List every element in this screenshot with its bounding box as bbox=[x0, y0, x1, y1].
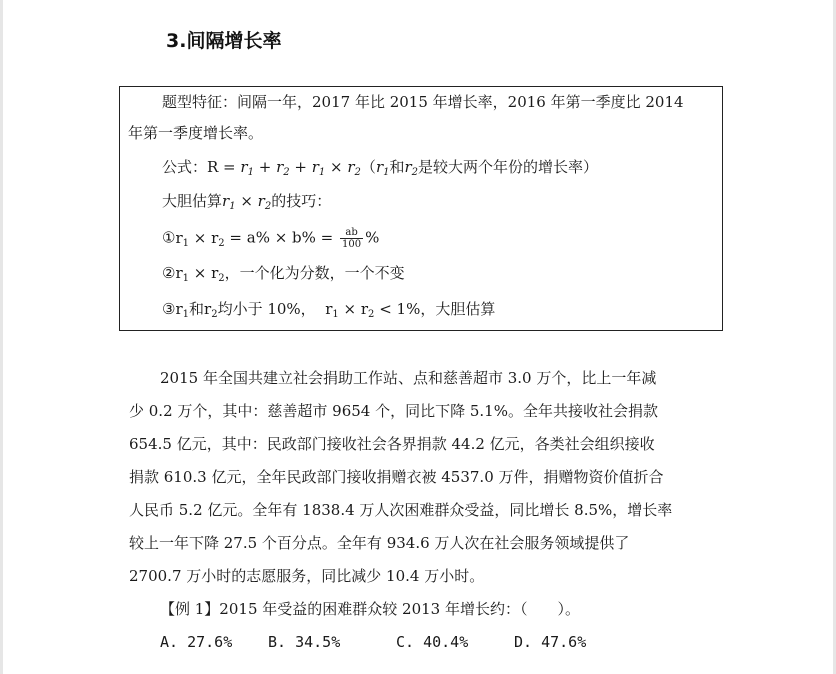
formula-note-and: 和 bbox=[389, 158, 405, 176]
circle-3: ③ bbox=[162, 300, 176, 318]
page-edge-left bbox=[0, 0, 3, 674]
circle-1: ① bbox=[162, 228, 176, 247]
example-question: 【例 1】2015 年受益的困难群众较 2013 年增长约：（ ）。 bbox=[160, 600, 580, 618]
paragraph-line-1: 2015 年全国共建立社会捐助工作站、点和慈善超市 3.0 万个，比上一年减 bbox=[160, 369, 657, 387]
feature-line-2: 年第一季度增长率。 bbox=[128, 124, 264, 142]
paragraph-line-6: 较上一年下降 27.5 个百分点。全年有 934.6 万人次在社会服务领域提供了 bbox=[129, 534, 630, 552]
paragraph-line-7: 2700.7 万小时的志愿服务，同比减少 10.4 万小时。 bbox=[129, 567, 485, 585]
trick-line: 大胆估算$r_1 \times r_2$的技巧： bbox=[162, 192, 332, 212]
option-a[interactable]: A. 27.6% bbox=[160, 633, 233, 651]
trick-label-a: 大胆估算 bbox=[162, 192, 223, 210]
tip2-text: ，一个化为分数，一个不变 bbox=[224, 264, 405, 282]
formula-box bbox=[119, 86, 723, 331]
trick-label-b: 的技巧： bbox=[271, 192, 332, 210]
formula-line: 公式：$R = r_1 + r_2 + r_1 \times r_2(r_1$和$r_2$是较大两个年份的增长率） bbox=[162, 158, 599, 178]
formula-note-tail: 是较大两个年份的增长率） bbox=[418, 158, 599, 176]
tip3-text: 均小于 10%， bbox=[217, 300, 316, 318]
tip3-lt: < 1%，大胆估算 bbox=[374, 300, 496, 318]
tip-1: $①r_1 \times r_2 = a\% \times b\%$ = $\frac{ab}{100}$ % bbox=[162, 227, 380, 250]
tip-3: $③r_1$和$r_2$均小于 10%， $r_1 \times r_2 < 1\%$，大胆估算 bbox=[162, 300, 496, 320]
tip1-eq: = a% × b% = bbox=[224, 228, 339, 247]
paragraph-line-2: 少 0.2 万个，其中：慈善超市 9654 个，同比下降 5.1%。全年共接收社会捐款 bbox=[129, 402, 658, 420]
circle-2: ② bbox=[162, 264, 176, 282]
feature-line-1: 题型特征：间隔一年，2017 年比 2015 年增长率，2016 年第一季度比 2014 bbox=[162, 93, 684, 111]
paragraph-line-4: 捐款 610.3 亿元，全年民政部门接收捐赠衣被 4537.0 万件，捐赠物资价值折合 bbox=[129, 468, 664, 486]
fraction: $\frac{ab}{100}$ bbox=[342, 227, 362, 250]
option-d[interactable]: D. 47.6% bbox=[514, 633, 587, 651]
option-c[interactable]: C. 40.4% bbox=[396, 633, 469, 651]
formula-label: 公式：R = bbox=[162, 158, 241, 176]
tip3-and: 和 bbox=[189, 300, 205, 318]
option-b[interactable]: B. 34.5% bbox=[268, 633, 341, 651]
tip-2: $②r_1 \times r_2$，一个化为分数，一个不变 bbox=[162, 264, 405, 284]
formula-note-open: （ bbox=[360, 158, 376, 176]
paragraph-line-3: 654.5 亿元，其中：民政部门接收社会各界捐款 44.2 亿元，各类社会组织接收 bbox=[129, 435, 655, 453]
tip1-pct: % bbox=[365, 228, 380, 247]
paragraph-line-5: 人民币 5.2 亿元。全年有 1838.4 万人次困难群众受益，同比增长 8.5%，增长率 bbox=[129, 501, 673, 519]
section-heading: 3.间隔增长率 bbox=[166, 30, 282, 52]
